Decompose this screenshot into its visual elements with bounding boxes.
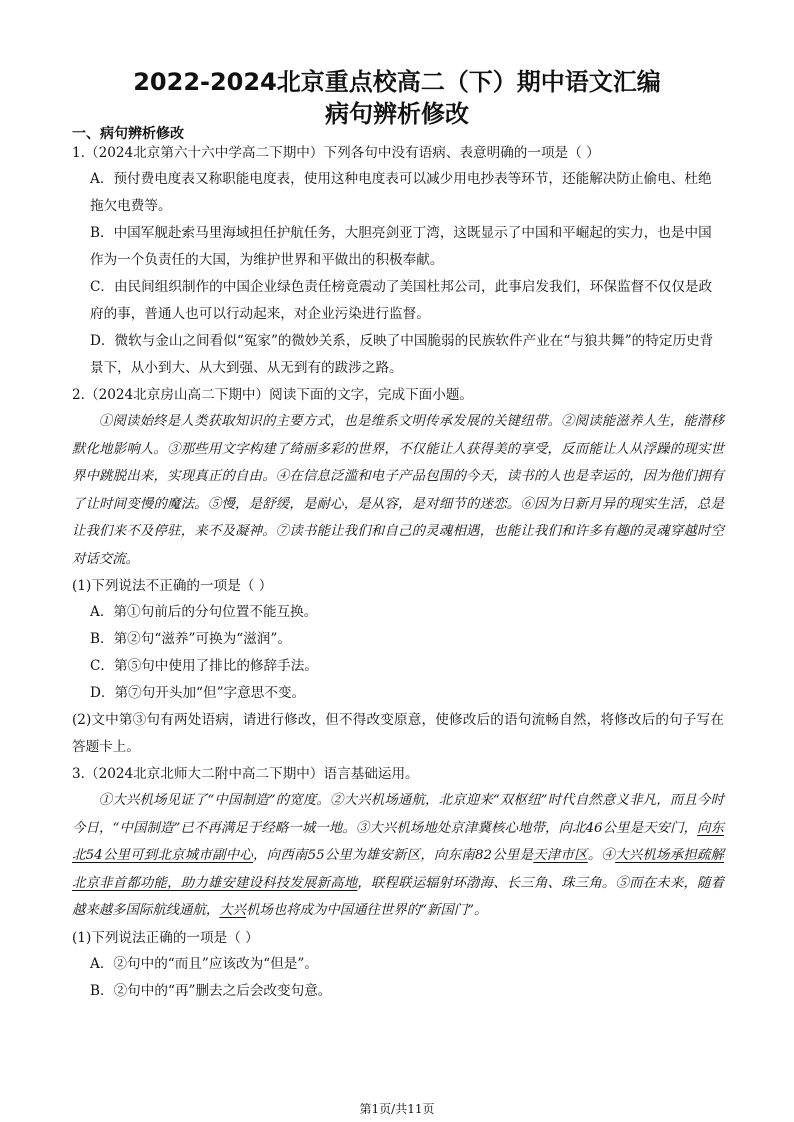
question-2-stem: 2.（2024北京房山高二下期中）阅读下面的文字，完成下面小题。: [72, 387, 474, 403]
question-1-stem: 1.（2024北京第六十六中学高二下期中）下列各句中没有语病、表意明确的一项是（ ）: [72, 145, 600, 161]
question-1-option-d: D．微软与金山之间看似“冤家”的微妙关系，反映了中国脆弱的民族软件产业在“与狼共舞”的特定历史背景下，从小到大、从大到强、从无到有的跋涉之路。: [90, 333, 714, 376]
question-3-sub1-stem: (1)下列说法正确的一项是（ ）: [72, 929, 259, 946]
passage-text: 。④: [587, 848, 616, 863]
passage-text: 机场也将成为中国通往世界的“新国门”。: [246, 903, 488, 918]
question-2-sub2: (2)文中第③句有两处语病，请进行修改，但不得改变原意，使修改后的语句流畅自然，将修改后的句子写在答题卡上。: [72, 712, 724, 755]
section-heading: 一、病句辨析修改: [72, 126, 184, 142]
page-number: 第1页/共11页: [359, 1102, 435, 1116]
question-2-passage: ①阅读始终是人类获取知识的主要方式，也是维系文明传承发展的关键纽带。②阅读能滋养人生，能潜移默化地影响人。③那些用文字构建了绮丽多彩的世界，不仅能让人获得美的享受，反而能让人从浮躁的现实世界中跳脱出来，实现真正的自由。④在信息泛滥和电子产品包围的今天，读书的人也是幸运的，因为他们拥有了让时间变慢的魔法。⑤慢，是舒缓，是耐心，是从容，是对细节的迷恋。⑥因为日新月异的现实生活，总是让我们来不及停驻，来不及凝神。⑦读书能让我们和自己的灵魂相遇，也能让我们和许多有趣的灵魂穿越时空对话交流。: [72, 414, 724, 567]
question-2-sub1-option-d: D．第⑦句开头加“但”字意思不变。: [90, 685, 306, 701]
question-1-option-c: C．由民间组织制作的中国企业绿色责任榜竟震动了美国杜邦公司，此事启发我们，环保监督不仅仅是政府的事，普通人也可以行动起来，对企业污染进行监督。: [90, 279, 713, 322]
document-title: 2022-2024北京重点校高二（下）期中语文汇编: [133, 68, 661, 96]
question-1-option-a: A．预付费电度表又称职能电度表，使用这种电度表可以减少用电抄表等环节，还能解决防止偷电、杜绝拖欠电费等。: [90, 171, 712, 214]
underlined-phrase-4: 大兴: [219, 903, 247, 918]
question-3-stem: 3.（2024北京北师大二附中高二下期中）语言基础运用。: [72, 766, 419, 782]
question-3-sub1-option-a: A．②句中的“而且”应该改为“但是”。: [90, 955, 318, 972]
document-body: [72, 140, 724, 1005]
question-1-option-b: B．中国军舰赴索马里海域担任护航任务，大胆亮剑亚丁湾，这既显示了中国和平崛起的实力，也是中国作为一个负责任的大国，为维护世界和平做出的积极奉献。: [90, 225, 712, 268]
passage-text: ，联程联运辐射环渤海、长三角、珠三角。⑤而在未来，随着越来越多国际航线通航，: [72, 875, 725, 918]
document-subtitle: 病句辨析修改: [325, 100, 469, 128]
passage-text: ，向西南55公里为雄安新区，向东南82公里是: [253, 848, 534, 863]
question-2-sub1-option-c: C．第⑤句中使用了排比的修辞手法。: [90, 658, 318, 674]
underlined-phrase-3: 大兴机场承担疏解北京非首都功能，助力雄安建设科技发展新高地: [72, 848, 725, 891]
question-2-sub1-option-a: A．第①句前后的分句位置不能互换。: [90, 604, 318, 620]
question-2-sub1-stem: (1)下列说法不正确的一项是（ ）: [72, 578, 273, 594]
question-2-sub1-option-b: B．第②句“滋养”可换为“滋润”。: [90, 631, 291, 647]
passage-text: ①大兴机场见证了“中国制造”的宽度。②大兴机场通航，北京迎来“双枢纽”时代自然意义非凡，而且今时今日，“中国制造”已不再满足于经略一城一地。③大兴机场地处京津冀核心地带，向北46公里是天安门，: [72, 793, 724, 836]
underlined-phrase-2: 天津市区: [533, 848, 588, 863]
question-3-passage: [72, 787, 724, 925]
underlined-phrase-1: 向东北54公里可到北京城市副中心: [72, 820, 725, 863]
question-3-sub1-option-b: B．②句中的“再”删去之后会改变句意。: [90, 982, 332, 999]
